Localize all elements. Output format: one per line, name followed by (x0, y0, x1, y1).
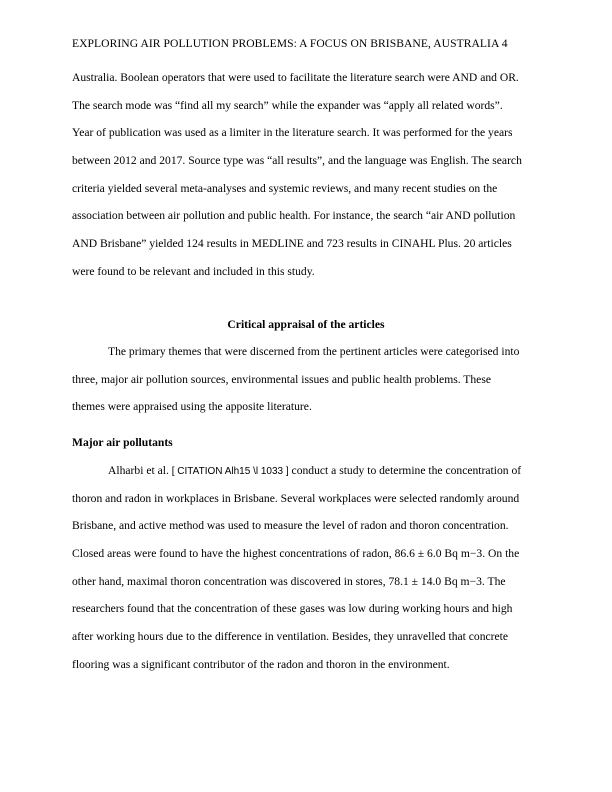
body-line: after working hours due to the difference in ventilation. Besides, they unravelled that concrete (72, 630, 509, 643)
body-line: researchers found that the concentration of these gases was low during working hours and high (72, 602, 513, 615)
body-line: association between air pollution and public health. For instance, the search “air AND pollution (72, 209, 516, 222)
body-line: AND Brisbane” yielded 124 results in MEDLINE and 723 results in CINAHL Plus. 20 articles (72, 237, 512, 250)
body-line: other hand, maximal thoron concentration was discovered in stores, 78.1 ± 14.0 Bq m−3. The (72, 575, 506, 588)
section-heading-major-air-pollutants: Major air pollutants (72, 436, 173, 449)
body-line: Australia. Boolean operators that were used to facilitate the literature search were AND and OR. (72, 71, 519, 84)
body-line: Year of publication was used as a limiter in the literature search. It was performed for the years (72, 126, 513, 139)
document-page (72, 0, 540, 792)
running-head: EXPLORING AIR POLLUTION PROBLEMS: A FOCUS ON BRISBANE, AUSTRALIA 4 (72, 37, 508, 50)
section-heading-critical-appraisal: Critical appraisal of the articles (227, 318, 385, 331)
body-line: Brisbane, and active method was used to measure the level of radon and thoron concentration. (72, 519, 509, 532)
body-line: The search mode was “find all my search” while the expander was “apply all related words”. (72, 99, 503, 112)
body-text: conduct a study to determine the concentration of (288, 464, 522, 477)
body-line: themes were appraised using the apposite literature. (72, 400, 312, 413)
citation-field: [ CITATION Alh15 \l 1033 ] (171, 466, 289, 477)
body-line: criteria yielded several meta-analyses and systemic reviews, and many recent studies on the (72, 182, 498, 195)
body-text: Alharbi et al. (108, 464, 172, 477)
body-line: flooring was a significant contributor of the radon and thoron in the environment. (72, 658, 450, 671)
body-line: were found to be relevant and included in this study. (72, 265, 315, 278)
body-line: thoron and radon in workplaces in Brisbane. Several workplaces were selected randomly around (72, 492, 520, 505)
body-line: three, major air pollution sources, environmental issues and public health problems. These (72, 373, 491, 386)
body-line-first (108, 464, 521, 479)
body-line: The primary themes that were discerned from the pertinent articles were categorised into (108, 345, 520, 358)
body-line: Closed areas were found to have the highest concentrations of radon, 86.6 ± 6.0 Bq m−3. On the (72, 547, 520, 560)
body-line: between 2012 and 2017. Source type was “all results”, and the language was English. The search (72, 154, 522, 167)
